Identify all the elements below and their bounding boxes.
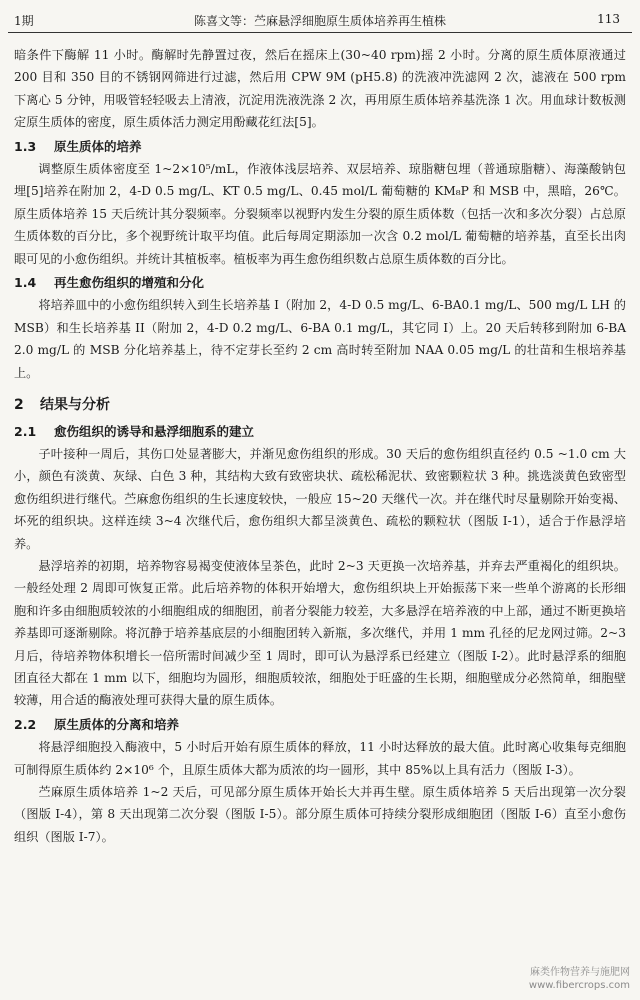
page-number: 113 [597,12,620,26]
article-body [14,44,626,848]
paragraph-intro: 暗条件下酶解 11 小时。酶解时先静置过夜，然后在摇床上(30~40 rpm)摇 2 小时。分离的原生质体原液通过 200 目和 350 目的不锈钢网筛进行过滤，然后用 CPW 9M (pH5.8) 的洗液冲洗滤网 2 次，滤液在 500 rpm 下离心 5 分钟，用吸管轻轻吸去上清液，沉淀用洗液洗涤 2 次，再用原生质体培养基洗涤 1 次。用血球计数板测定原生质体的密度，原生质体活力测定用酚藏花红法[5]。 [14,48,626,130]
section-title: 原生质体的分离和培养 [54,716,180,732]
issue-label: 1期 [14,14,34,28]
watermark-line-2: www.fibercrops.com [528,980,630,991]
paragraph-2-2-a: 将悬浮细胞投入酶液中，5 小时后开始有原生质体的释放，11 小时达释放的最大值。此时离心收集每克细胞可制得原生质体约 2×10⁶ 个，且原生质体大都为质浓的均一圆形，其中 85%以上具有活力（图版 I-3）。 [14,740,626,777]
section-heading-2-1 [14,421,626,443]
section-title: 原生质体的培养 [54,138,142,154]
section-number: 1.3 [14,138,37,154]
running-title: 陈喜文等：苎麻悬浮细胞原生质体培养再生植株 [193,14,446,28]
section-title: 结果与分析 [40,397,110,414]
section-title: 再生愈伤组织的增殖和分化 [54,275,205,291]
site-watermark [529,966,630,992]
paragraph-2-1-a: 子叶接种一周后，其伤口处显著膨大，并渐见愈伤组织的形成。30 天后的愈伤组织直径约 0.5 ~1.0 cm 大小，颜色有淡黄、灰绿、白色 3 种，其结构大致有致密块状、疏松稀泥状、致密颗粒状 3 种。挑选淡黄色致密型愈伤组织进行继代。苎麻愈伤组织的生长速度较快，一般应 15~20 天继代一次。并在继代时尽量剔除开始变褐、坏死的组织块。这样连续 3~4 次继代后，愈伤组织大都呈淡黄色、疏松的颗粒状（图版 I-1），适合于作悬浮培养。 [14,446,626,551]
section-heading-2-2 [14,714,626,736]
section-title: 愈伤组织的诱导和悬浮细胞系的建立 [54,423,255,439]
section-heading-1-4 [14,272,626,294]
paragraph-1-4: 将培养皿中的小愈伤组织转入到生长培养基 I（附加 2，4-D 0.5 mg/L、6-BA0.1 mg/L、500 mg/L LH 的 MSB）和生长培养基 II（附加 2，4-D 0.2 mg/L、6-BA 0.1 mg/L，其它同 I）上。20 天后转移到附加 6-BA 2.0 mg/L 的 MSB 分化培养基上，待不定芽长至约 2 cm 高时转至附加 NAA 0.05 mg/L 的壮苗和生根培养基上。 [14,298,626,380]
paragraph-2-1-b: 悬浮培养的初期，培养物容易褐变使液体呈茶色，此时 2~3 天更换一次培养基，并弃去严重褐化的组织块。一般经处理 2 周即可恢复正常。此后培养物的体积开始增大，愈伤组织块上开始振荡下来一些单个游离的长形细胞和许多由细胞质较浓的小细胞组成的细胞团，前者分裂能力较差，大多悬浮在培养液的中上部，通过不断更换培养基即可逐渐剔除。将沉静于培养基底层的小细胞团转入新瓶，多次继代，并用 1 mm 孔径的尼龙网过筛。2~3 月后，待培养物体积增长一倍所需时间减少至 1 周时，即可认为悬浮系已经建立（图版 I-2）。此时悬浮系的细胞团直径大都在 1 mm 以下，细胞均为圆形，细胞质较浓，细胞处于旺盛的生长期，细胞壁成分必然简单，细胞壁较薄，用合适的酶液处理可获得大量的原生质体。 [14,558,626,708]
section-number: 2 [14,397,24,414]
paragraph-2-2-b: 苎麻原生质体培养 1~2 天后，可见部分原生质体开始长大并再生壁。原生质体培养 5 天后出现第一次分裂（图版 I-4），第 8 天出现第二次分裂（图版 I-5）。部分原生质体可持续分裂形成细胞团（图版 I-6）直至小愈伤组织（图版 I-7）。 [14,785,626,844]
section-number: 2.2 [14,716,37,732]
paragraph-1-3: 调整原生质体密度至 1~2×10⁵/mL，作液体浅层培养、双层培养、琼脂糖包埋（普通琼脂糖）、海藻酸钠包埋[5]培养在附加 2，4-D 0.5 mg/L、KT 0.5 mg/L、0.45 mol/L 葡萄糖的 KM₈P 和 MSB 中，黑暗，26℃。原生质体培养 15 天后统计其分裂频率。分裂频率以视野内发生分裂的原生质体数（包括一次和多次分裂）占总原生质体数的百分比，多个视野统计取平均值。此后每周定期添加一次含 0.2 mol/L 葡萄糖的培养基，直至长出肉眼可见的小愈伤组织。并统计其植板率。植板率为再生愈伤组织数占总原生质体数的百分比。 [14,162,626,266]
section-heading-2 [14,394,626,416]
section-heading-1-3 [14,136,626,158]
section-number: 1.4 [14,275,37,291]
page-header [8,6,632,33]
section-number: 2.1 [14,423,37,439]
watermark-line-1: 麻类作物营养与施肥网 [530,967,630,978]
